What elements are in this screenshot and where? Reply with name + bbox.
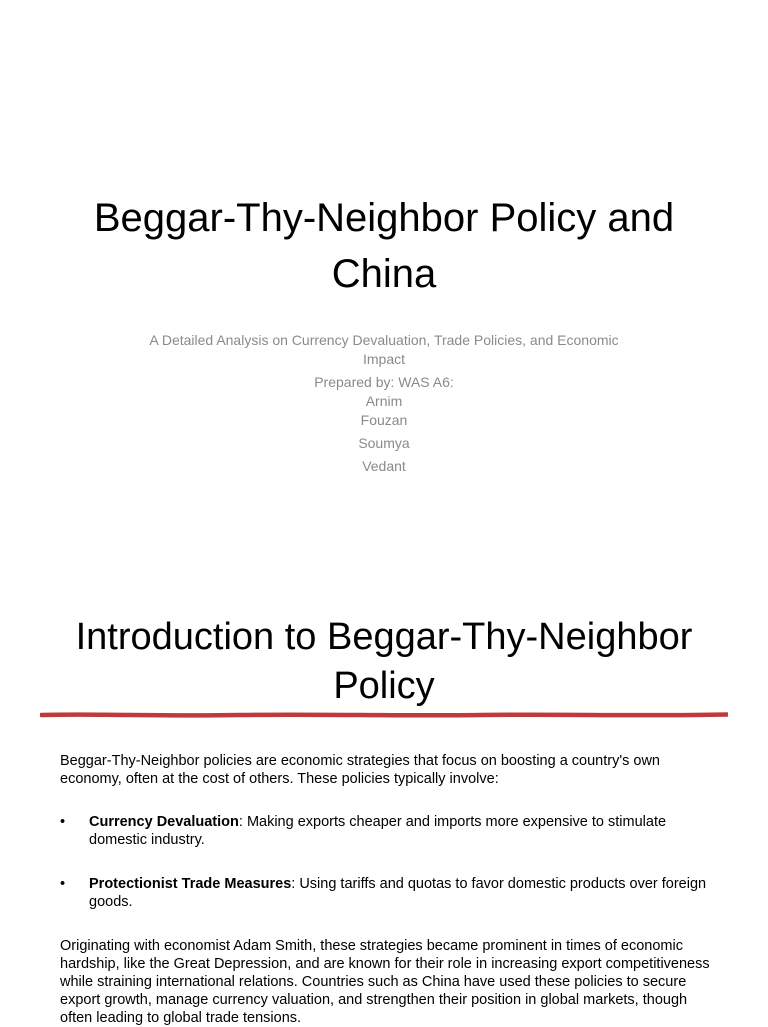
bullet-term: Protectionist Trade Measures [89, 876, 292, 892]
closing-paragraph: Originating with economist Adam Smith, these strategies became prominent in times of economic hardship, like the Great Depression, and are known for their role in increasing export competitiveness while straining international relations. Countries such as China have used these policies to secure export growth, manage currency valuation, and strengthen their position in global markets, though often leading to global trade tensions. [60, 938, 710, 1026]
prepared-by: Prepared by: WAS A6: [314, 374, 454, 390]
subtitle-line: A Detailed Analysis on Currency Devaluation, Trade Policies, and Economic [149, 332, 619, 348]
bullet-item [60, 813, 720, 849]
subtitle-line: Impact [362, 351, 405, 367]
member-name: Fouzan [360, 412, 408, 428]
bullet-description: : Using tariffs and quotas to favor domestic products over foreign goods. [89, 876, 707, 910]
intro-slide [0, 580, 768, 1024]
presentation-title: Beggar-Thy-Neighbor Policy and China [93, 196, 675, 296]
bullet-content [89, 813, 720, 849]
member-name: Vedant [362, 458, 406, 474]
bullet-term: Currency Devaluation [89, 814, 239, 830]
intro-paragraph: Beggar-Thy-Neighbor policies are economic strategies that focus on boosting a country's own economy, often at the cost of others. These policies typically involve: [60, 753, 661, 787]
bullet-item [60, 875, 720, 911]
bullet-content [89, 875, 720, 911]
bullet-marker: • [60, 876, 66, 892]
member-name: Arnim [365, 393, 403, 409]
title-underline [40, 710, 728, 720]
slide-title: Introduction to Beggar-Thy-Neighbor Policy [75, 616, 693, 707]
member-name: Soumya [358, 435, 410, 451]
subtitle-block [130, 331, 638, 476]
bullet-description: : Making exports cheaper and imports more expensive to stimulate domestic industry. [89, 814, 667, 848]
bullet-marker: • [60, 814, 66, 830]
